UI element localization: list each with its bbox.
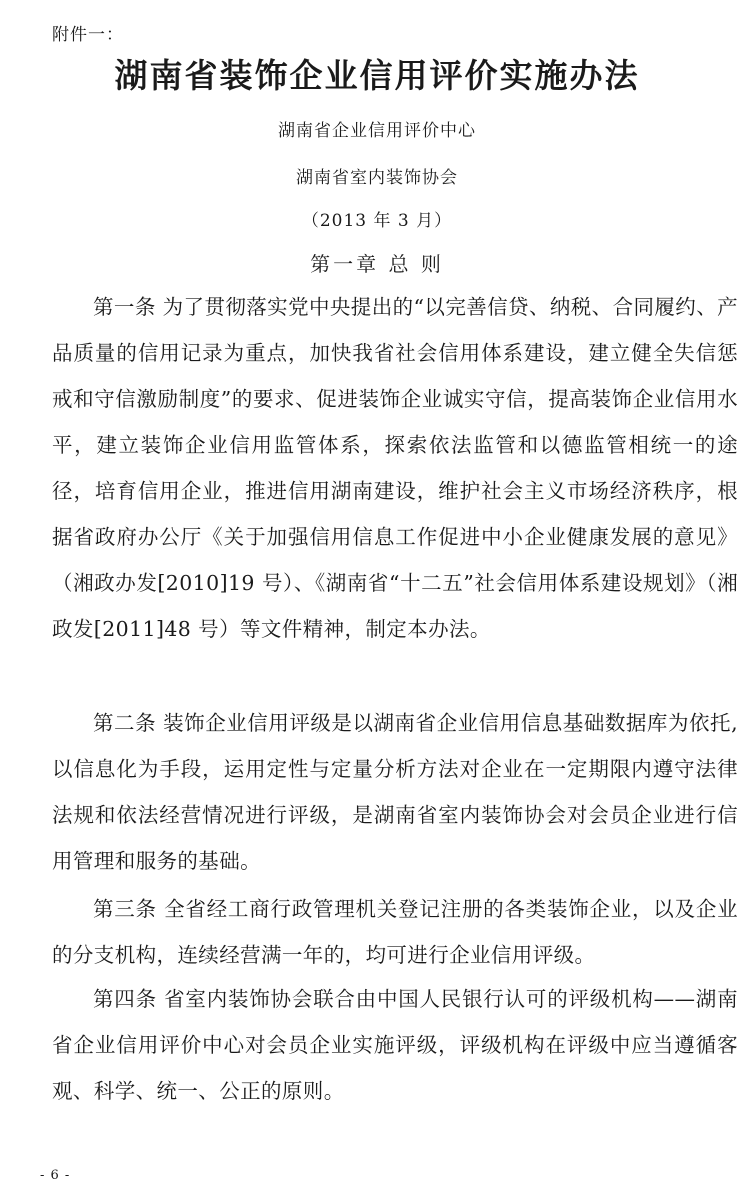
article-1: 第一条 为了贯彻落实党中央提出的“以完善信贷、纳税、合同履约、产品质量的信用记录为重点，加快我省社会信用体系建设，建立健全失信惩戒和守信激励制度”的要求、促进装饰企业诚实守信，提高装饰企业信用水平，建立装饰企业信用监管体系，探索依法监管和以德监管相统一的途径，培育信用企业，推进信用湖南建设，维护社会主义市场经济秩序，根据省政府办公厅《关于加强信用信息工作促进中小企业健康发展的意见》（湘政办发[2010]19 号）、《湖南省“十二五”社会信用体系建设规划》（湘政发[2011]48 号）等文件精神，制定本办法。 bbox=[52, 295, 738, 641]
chapter-heading: 第一章 总 则 bbox=[310, 252, 444, 276]
issuer-decoration-association: 湖南省室内装饰协会 bbox=[296, 168, 458, 188]
issue-date: （2013 年 3 月） bbox=[301, 211, 453, 231]
page-number: - 6 - bbox=[40, 1168, 71, 1183]
attachment-label: 附件一： bbox=[52, 25, 124, 45]
issuer-credit-center: 湖南省企业信用评价中心 bbox=[278, 121, 476, 141]
document-title: 湖南省装饰企业信用评价实施办法 bbox=[114, 56, 640, 95]
article-2: 第二条 装饰企业信用评级是以湖南省企业信用信息基础数据库为依托, 以信息化为手段，运用定性与定量分析方法对企业在一定期限内遵守法律法规和依法经营情况进行评级，是湖南省室内装饰协会对会员企业进行信用管理和服务的基础。 bbox=[52, 711, 738, 873]
article-3: 第三条 全省经工商行政管理机关登记注册的各类装饰企业，以及企业的分支机构，连续经营满一年的，均可进行企业信用评级。 bbox=[52, 897, 738, 967]
article-4: 第四条 省室内装饰协会联合由中国人民银行认可的评级机构——湖南省企业信用评价中心对会员企业实施评级，评级机构在评级中应当遵循客观、科学、统一、公正的原则。 bbox=[52, 987, 738, 1103]
